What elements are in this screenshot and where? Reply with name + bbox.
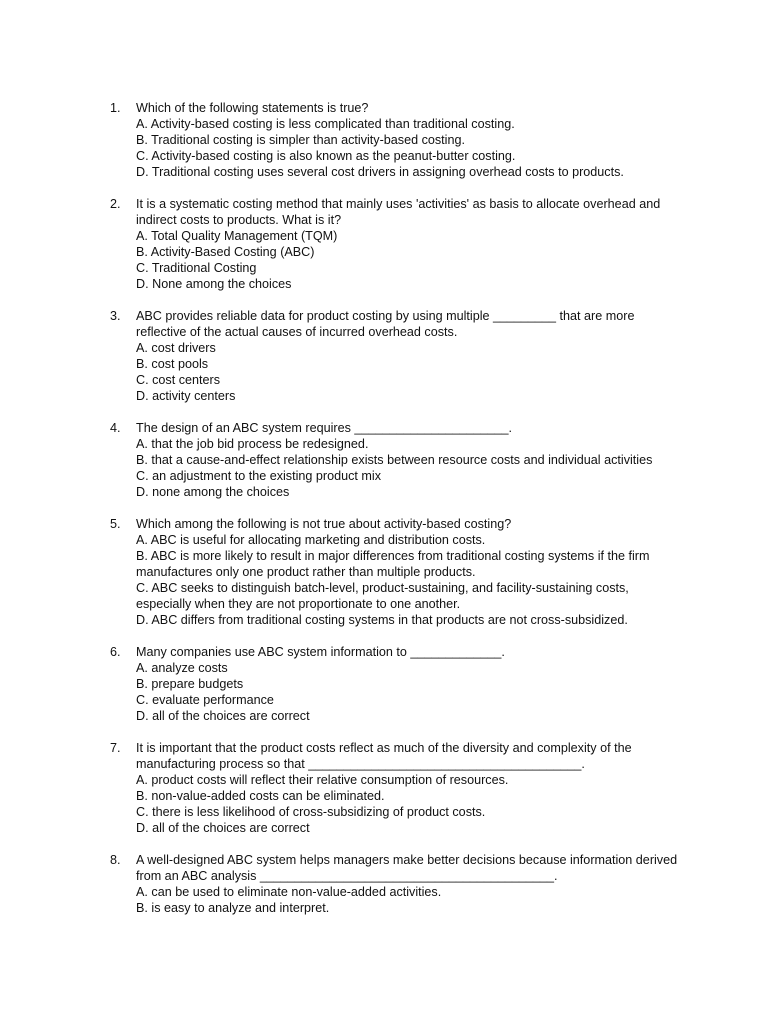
question-text: Which among the following is not true about activity-based costing? [136, 517, 512, 531]
question-item [110, 308, 680, 404]
question-body [136, 100, 680, 180]
choice-b: B. cost pools [136, 357, 209, 371]
question-item [110, 100, 680, 180]
question-text: Many companies use ABC system information to _____________. [136, 645, 505, 659]
choice-list [136, 772, 680, 836]
question-list [110, 100, 680, 932]
choice-b: B. is easy to analyze and interpret. [136, 901, 330, 915]
question-body [136, 852, 680, 916]
choice-d: D. None among the choices [136, 277, 292, 291]
choice-a: A. can be used to eliminate non-value-added activities. [136, 885, 442, 899]
choice-list [136, 660, 680, 724]
choice-c: C. an adjustment to the existing product mix [136, 469, 382, 483]
choice-a: A. Activity-based costing is less complicated than traditional costing. [136, 117, 515, 131]
question-item [110, 852, 680, 916]
question-item [110, 420, 680, 500]
choice-a: A. that the job bid process be redesigned. [136, 437, 369, 451]
question-text: The design of an ABC system requires ______________________. [136, 421, 512, 435]
question-body [136, 644, 680, 724]
question-item [110, 644, 680, 724]
choice-c: C. cost centers [136, 373, 220, 387]
question-text: Which of the following statements is true? [136, 101, 369, 115]
question-body [136, 516, 680, 628]
choice-list [136, 228, 680, 292]
choice-d: D. none among the choices [136, 485, 290, 499]
choice-b: B. Activity-Based Costing (ABC) [136, 245, 315, 259]
choice-c: C. there is less likelihood of cross-subsidizing of product costs. [136, 805, 486, 819]
choice-c: C. evaluate performance [136, 693, 274, 707]
choice-d: D. all of the choices are correct [136, 821, 310, 835]
choice-c: C. Traditional Costing [136, 261, 257, 275]
question-number: 7. [110, 741, 121, 755]
choice-list [136, 340, 680, 404]
question-item [110, 516, 680, 628]
question-number: 2. [110, 197, 121, 211]
choice-list [136, 116, 680, 180]
choice-b: B. Traditional costing is simpler than activity-based costing. [136, 133, 465, 147]
choice-a: A. ABC is useful for allocating marketing and distribution costs. [136, 533, 486, 547]
question-text: It is important that the product costs reflect as much of the diversity and complexity of the manufacturing process so that _______________________________________. [136, 741, 632, 771]
question-number: 5. [110, 517, 121, 531]
question-number: 1. [110, 101, 121, 115]
question-number: 3. [110, 309, 121, 323]
choice-a: A. Total Quality Management (TQM) [136, 229, 338, 243]
choice-c: C. ABC seeks to distinguish batch-level, product-sustaining, and facility-sustaining costs, especially when they are not proportionate to one another. [136, 581, 629, 611]
choice-d: D. Traditional costing uses several cost drivers in assigning overhead costs to products. [136, 165, 624, 179]
question-number: 4. [110, 421, 121, 435]
choice-a: A. cost drivers [136, 341, 216, 355]
question-body [136, 740, 680, 836]
question-item [110, 740, 680, 836]
question-number: 6. [110, 645, 121, 659]
choice-d: D. activity centers [136, 389, 236, 403]
choice-b: B. that a cause-and-effect relationship exists between resource costs and individual activities [136, 453, 653, 467]
choice-b: B. ABC is more likely to result in major differences from traditional costing systems if the firm manufactures only one product rather than multiple products. [136, 549, 650, 579]
choice-list [136, 436, 680, 500]
choice-a: A. product costs will reflect their relative consumption of resources. [136, 773, 509, 787]
choice-b: B. non-value-added costs can be eliminated. [136, 789, 385, 803]
question-item [110, 196, 680, 292]
question-body [136, 196, 680, 292]
choice-d: D. ABC differs from traditional costing systems in that products are not cross-subsidized. [136, 613, 628, 627]
question-number: 8. [110, 853, 121, 867]
question-body [136, 420, 680, 500]
choice-list [136, 884, 680, 916]
question-text: ABC provides reliable data for product costing by using multiple _________ that are more reflective of the actual causes of incurred overhead costs. [136, 309, 635, 339]
choice-a: A. analyze costs [136, 661, 228, 675]
choice-list [136, 532, 680, 628]
choice-d: D. all of the choices are correct [136, 709, 310, 723]
question-text: It is a systematic costing method that mainly uses 'activities' as basis to allocate overhead and indirect costs to products. What is it? [136, 197, 661, 227]
choice-b: B. prepare budgets [136, 677, 244, 691]
question-text: A well-designed ABC system helps managers make better decisions because information derived from an ABC analysis __________________________________________. [136, 853, 678, 883]
choice-c: C. Activity-based costing is also known as the peanut-butter costing. [136, 149, 516, 163]
question-body [136, 308, 680, 404]
